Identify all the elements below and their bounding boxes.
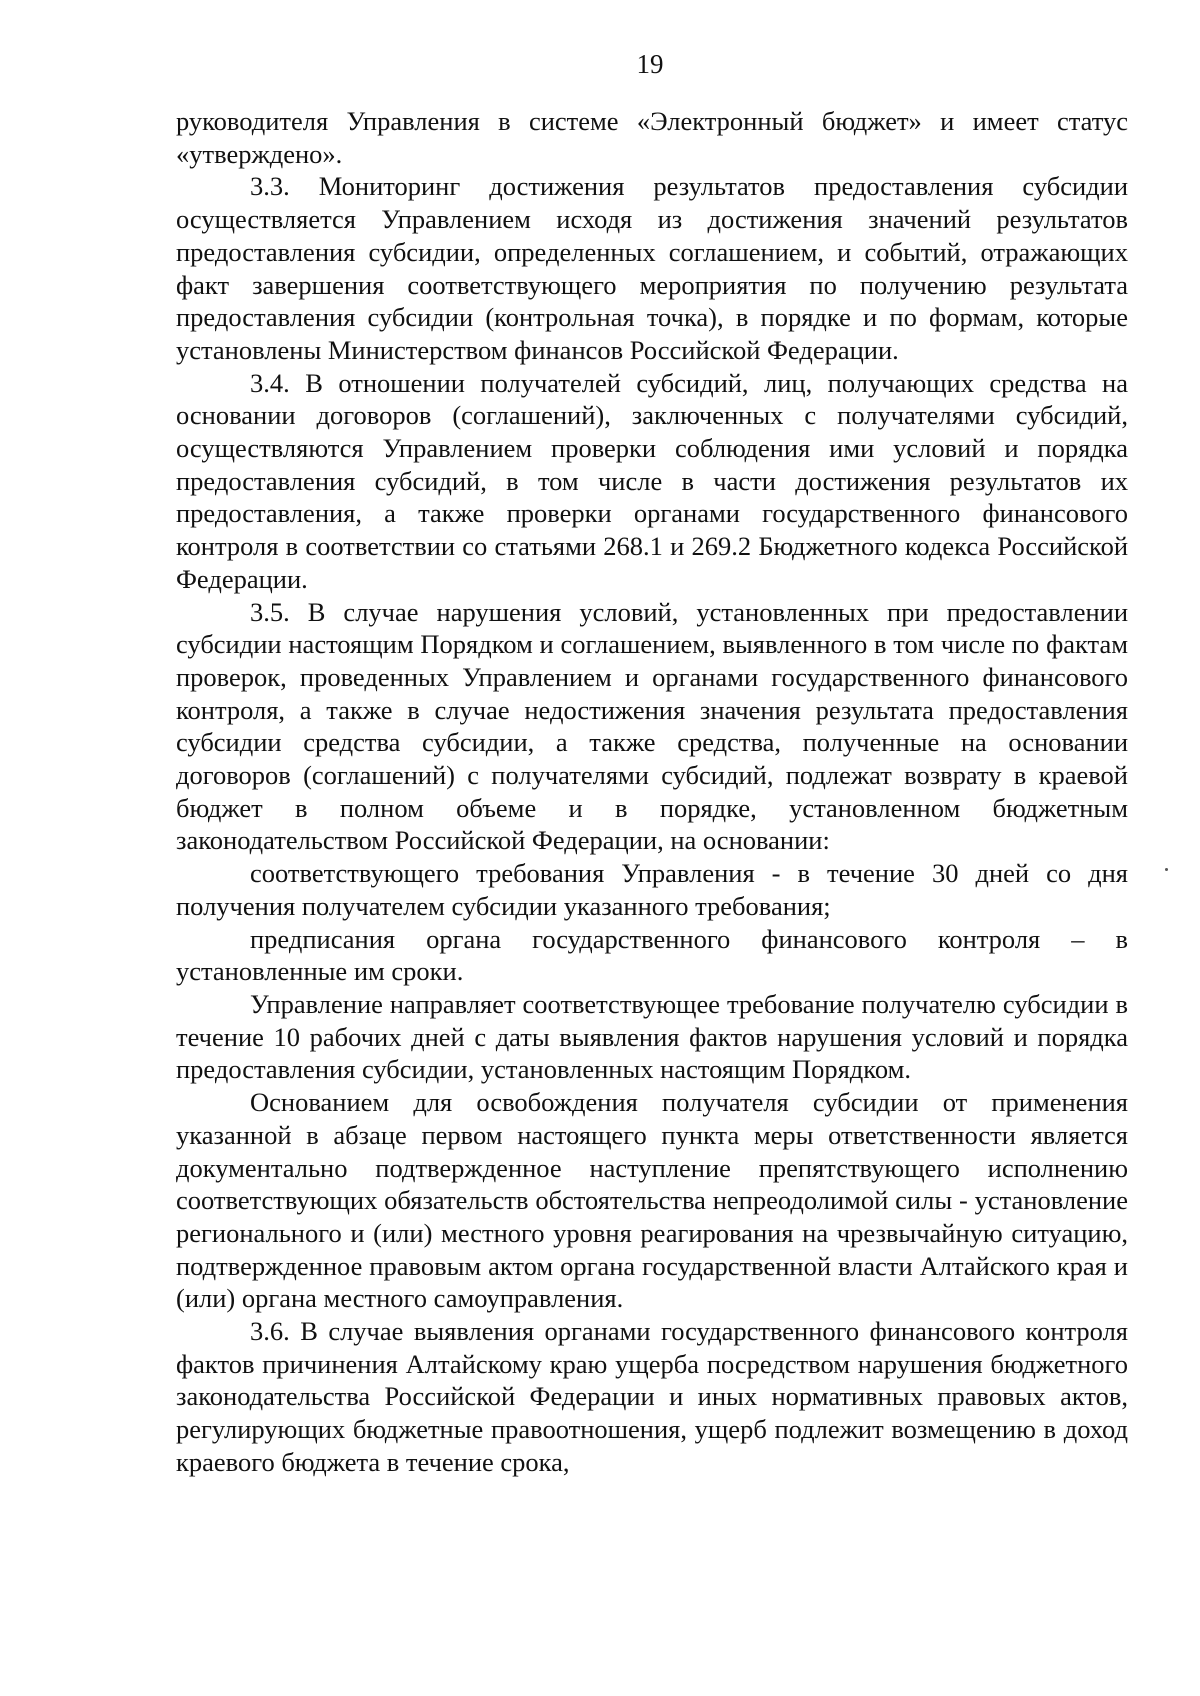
- paragraph-continuation: руководителя Управления в системе «Электронный бюджет» и имеет статус «утверждено».: [176, 106, 1128, 169]
- paragraph-3-5-prescription: предписания органа государственного финансового контроля – в установленные им сроки.: [176, 923, 1128, 987]
- paragraph-3-6: 3.6. В случае выявления органами государственного финансового контроля фактов причинения Алтайскому краю ущерба посредством нарушения бюджетного законодательства Российской Федерации и иных нормативных правовых актов, регулирующих бюджетные правоотношения, ущерб подлежит возмещению в доход краевого бюджета в течение срока,: [176, 1316, 1128, 1477]
- scan-speck: [1165, 868, 1168, 871]
- paragraph-3-5-requirement: соответствующего требования Управления - в течение 30 дней со дня получения получателем субсидии указанного требования;: [176, 858, 1128, 921]
- paragraph-3-5-notice: Управление направляет соответствующее требование получателю субсидии в течение 10 рабочих дней с даты выявления фактов нарушения условий и порядка предоставления субсидии, установленных настоящим Порядком.: [176, 988, 1128, 1085]
- paragraph-3-5: 3.5. В случае нарушения условий, установленных при предоставлении субсидии настоящим Порядком и соглашением, выявленного в том числе по фактам проверок, проведенных Управлением и органами государственного финансового контроля, а также в случае недостижения значения результата предоставления субсидии средства субсидии, а также средства, полученные на основании договоров (соглашений) с получателями субсидий, подлежат возврату в краевой бюджет в полном объеме и в порядке, установленном бюджетным законодательством Российской Федерации, на основании:: [176, 596, 1128, 856]
- paragraph-3-3: 3.3. Мониторинг достижения результатов предоставления субсидии осуществляется Управлением исходя из достижения значений результатов предоставления субсидии, определенных соглашением, и событий, отражающих факт завершения соответствующего мероприятия по получению результата предоставления субсидии (контрольная точка), в порядке и по формам, которые установлены Министерством финансов Российской Федерации.: [176, 171, 1128, 365]
- paragraph-3-4: 3.4. В отношении получателей субсидий, лиц, получающих средства на основании договоров (соглашений), заключенных с получателями субсидий, осуществляются Управлением проверки соблюдения ими условий и порядка предоставления субсидий, в том числе в части достижения результатов их предоставления, а также проверки органами государственного финансового контроля в соответствии со статьями 268.1 и 269.2 Бюджетного кодекса Российской Федерации.: [176, 367, 1128, 594]
- document-body: [176, 105, 1128, 1479]
- page-number: 19: [636, 49, 664, 79]
- paragraph-3-5-force-majeure: Основанием для освобождения получателя субсидии от применения указанной в абзаце первом настоящего пункта меры ответственности является документально подтвержденное наступление препятствующего исполнению соответствующих обязательств обстоятельства непреодолимой силы - установление регионального и (или) местного уровня реагирования на чрезвычайную ситуацию, подтвержденное правовым актом органа государственной власти Алтайского края и (или) органа местного самоуправления.: [176, 1087, 1128, 1314]
